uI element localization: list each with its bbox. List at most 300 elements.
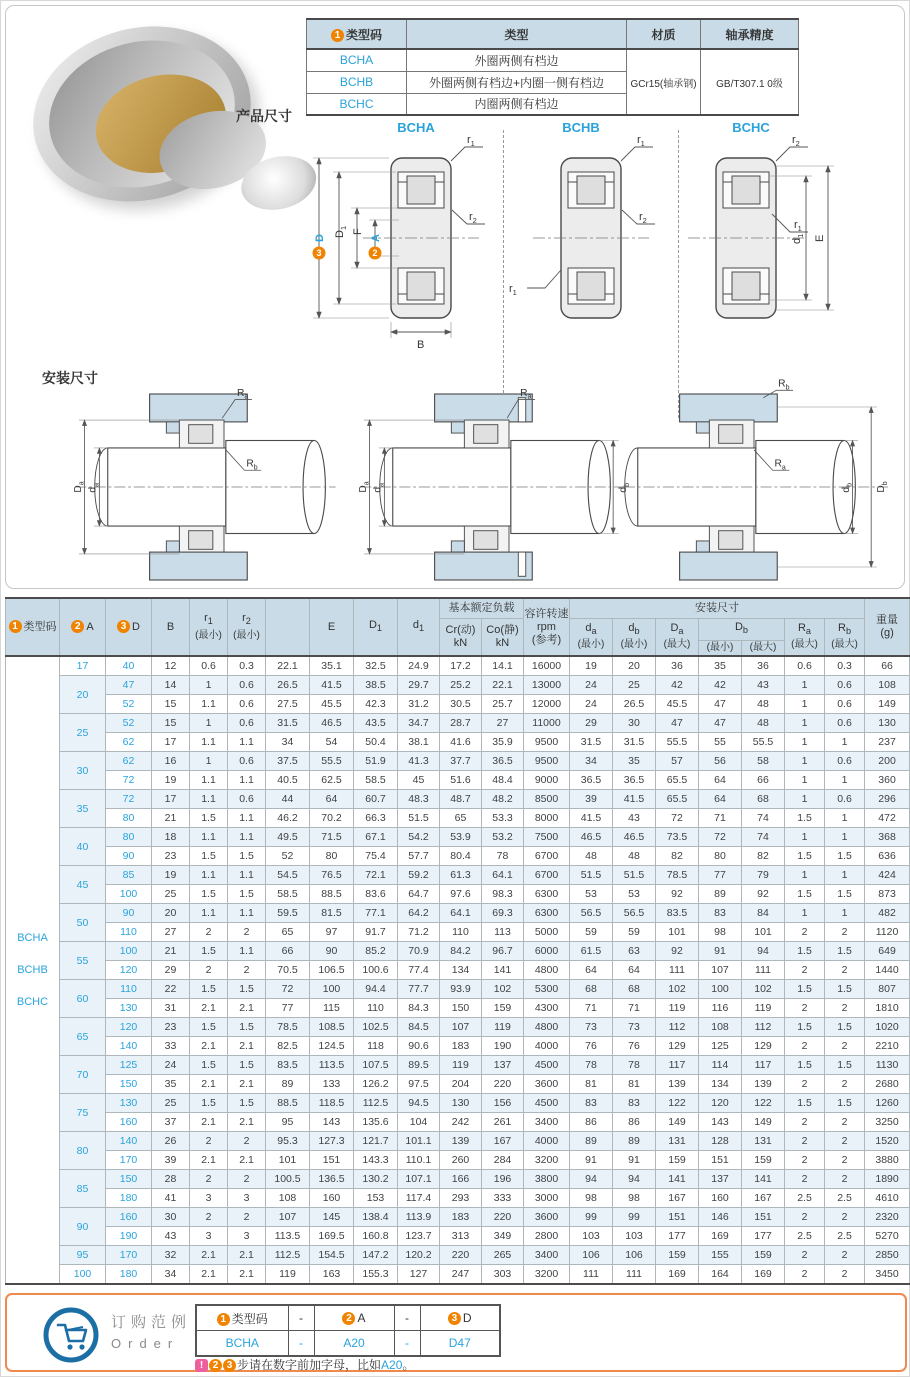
order-v-d: D47	[420, 1331, 500, 1357]
spec-cell: 36	[742, 656, 785, 676]
spec-cell: 62.5	[310, 771, 354, 790]
spec-cell: 3	[190, 1227, 228, 1246]
spec-cell: 76	[570, 1037, 613, 1056]
spec-cell: 90.6	[398, 1037, 440, 1056]
spec-cell: 68	[742, 790, 785, 809]
spec-cell: 91	[699, 942, 742, 961]
spec-cell: 66.3	[354, 809, 398, 828]
spec-cell: 1890	[865, 1170, 910, 1189]
spec-cell: 112.5	[354, 1094, 398, 1113]
spec-cell: 1120	[865, 923, 910, 942]
spec-table	[5, 597, 910, 1285]
spec-row	[6, 1018, 910, 1037]
spec-cell: 190	[482, 1037, 524, 1056]
spec-cell: 14.1	[482, 656, 524, 676]
spec-cell: 1.5	[228, 885, 266, 904]
svg-text:A: A	[370, 234, 382, 242]
spec-cell: 64.7	[398, 885, 440, 904]
spec-cell: 151	[699, 1151, 742, 1170]
spec-cell: 58	[742, 752, 785, 771]
spec-cell: 3400	[524, 1113, 570, 1132]
spec-cell: 293	[440, 1189, 482, 1208]
spec-cell: 8500	[524, 790, 570, 809]
spec-cell: 1.5	[785, 942, 825, 961]
spec-cell: 25.7	[482, 695, 524, 714]
col-a: 2 A	[60, 598, 106, 656]
spec-cell: 29	[570, 714, 613, 733]
order-title	[111, 1311, 191, 1351]
spec-cell: 25	[152, 885, 190, 904]
spec-cell: 26	[152, 1132, 190, 1151]
spec-cell: 2	[825, 1075, 865, 1094]
spec-cell: 1	[785, 866, 825, 885]
spec-cell: 1.5	[190, 980, 228, 999]
spec-cell: 70.2	[310, 809, 354, 828]
spec-cell: 1.1	[190, 904, 228, 923]
spec-cell: 30	[152, 1208, 190, 1227]
diagram-title-bchb: BCHB	[562, 120, 600, 135]
spec-cell: 108	[699, 1018, 742, 1037]
spec-cell: 65.5	[656, 771, 699, 790]
svg-text:r2: $r_2$	[469, 211, 477, 225]
spec-cell: 97.6	[440, 885, 482, 904]
spec-cell: 2	[785, 1037, 825, 1056]
order-note: ! 2 3 步请在数字前加字母，比如A20。	[195, 1356, 414, 1373]
spec-cell: 37	[152, 1113, 190, 1132]
spec-cell: 22.1	[266, 656, 310, 676]
spec-cell: 72	[699, 828, 742, 847]
spec-cell: 1.5	[785, 885, 825, 904]
spec-cell: 47	[699, 695, 742, 714]
spec-cell: 107.5	[354, 1056, 398, 1075]
spec-row	[6, 1189, 910, 1208]
spec-cell: 2.5	[785, 1189, 825, 1208]
spec-cell: 164	[699, 1265, 742, 1285]
spec-cell: 91	[570, 1151, 613, 1170]
spec-cell: 51.5	[570, 866, 613, 885]
spec-cell: 220	[482, 1075, 524, 1094]
spec-cell: 51.9	[354, 752, 398, 771]
d-value: 140	[106, 1132, 152, 1151]
spec-cell: 1.5	[190, 1018, 228, 1037]
spec-cell: 112	[656, 1018, 699, 1037]
spec-cell: 53	[570, 885, 613, 904]
svg-text:da: $d_a$	[87, 483, 101, 493]
spec-cell: 1.1	[228, 809, 266, 828]
spec-cell: 55.5	[742, 733, 785, 752]
spec-cell: 1	[785, 733, 825, 752]
spec-cell: 139	[656, 1075, 699, 1094]
spec-cell: 35	[613, 752, 656, 771]
a-value: 85	[60, 1170, 106, 1208]
diagram-title-bchc: BCHC	[732, 120, 770, 135]
spec-cell: 3000	[524, 1189, 570, 1208]
order-example-table	[195, 1304, 501, 1357]
d-value: 120	[106, 961, 152, 980]
type-code: BCHB	[307, 71, 407, 93]
spec-cell: 82	[656, 847, 699, 866]
spec-cell: 83.5	[266, 1056, 310, 1075]
spec-cell: 107	[266, 1208, 310, 1227]
spec-cell: 36.5	[482, 752, 524, 771]
spec-cell: 0.6	[228, 752, 266, 771]
spec-cell: 0.6	[228, 695, 266, 714]
spec-cell: 78.5	[266, 1018, 310, 1037]
spec-cell: 98.3	[482, 885, 524, 904]
spec-cell: 368	[865, 828, 910, 847]
spec-cell: 160	[699, 1189, 742, 1208]
d-value: 80	[106, 828, 152, 847]
spec-cell: 35	[699, 656, 742, 676]
spec-cell: 200	[865, 752, 910, 771]
spec-cell: 1	[825, 733, 865, 752]
spec-cell: 47	[699, 714, 742, 733]
spec-cell: 17	[152, 790, 190, 809]
spec-cell: 89	[570, 1132, 613, 1151]
a-value: 95	[60, 1246, 106, 1265]
spec-cell: 77.4	[398, 961, 440, 980]
spec-cell: 1	[785, 714, 825, 733]
spec-cell: 45	[398, 771, 440, 790]
info-header-code: 1 类型码	[307, 19, 407, 49]
spec-row	[6, 904, 910, 923]
spec-cell: 131	[656, 1132, 699, 1151]
spec-cell: 91.7	[354, 923, 398, 942]
product-dimension-diagrams	[16, 116, 896, 368]
spec-cell: 45.5	[656, 695, 699, 714]
spec-cell: 80	[699, 847, 742, 866]
spec-cell: 83.6	[354, 885, 398, 904]
spec-cell: 59	[570, 923, 613, 942]
spec-cell: 34.7	[398, 714, 440, 733]
spec-cell: 83	[613, 1094, 656, 1113]
spec-cell: 807	[865, 980, 910, 999]
d-value: 62	[106, 733, 152, 752]
spec-row	[6, 656, 910, 676]
type-code: BCHB	[17, 964, 48, 976]
spec-cell: 296	[865, 790, 910, 809]
svg-text:r2: $r_2$	[639, 211, 647, 225]
spec-cell: 32.5	[354, 656, 398, 676]
spec-cell: 2210	[865, 1037, 910, 1056]
spec-row	[6, 1227, 910, 1246]
spec-cell: 260	[440, 1151, 482, 1170]
spec-cell: 58.5	[266, 885, 310, 904]
spec-cell: 2	[228, 1132, 266, 1151]
spec-cell: 60.7	[354, 790, 398, 809]
spec-cell: 4300	[524, 999, 570, 1018]
spec-cell: 636	[865, 847, 910, 866]
spec-cell: 2800	[524, 1227, 570, 1246]
type-code: BCHC	[307, 93, 407, 115]
spec-cell: 41.5	[310, 676, 354, 695]
spec-cell: 36	[656, 656, 699, 676]
spec-cell: 2	[228, 923, 266, 942]
spec-cell: 56	[699, 752, 742, 771]
spec-cell: 4800	[524, 1018, 570, 1037]
spec-cell: 6700	[524, 866, 570, 885]
svg-text:r1: $r_1$	[637, 134, 645, 148]
d-value: 140	[106, 1037, 152, 1056]
spec-cell: 86	[570, 1113, 613, 1132]
spec-cell: 1.5	[190, 942, 228, 961]
spec-cell: 0.6	[228, 714, 266, 733]
a-value: 100	[60, 1265, 106, 1285]
spec-cell: 29	[152, 961, 190, 980]
spec-cell: 84.2	[440, 942, 482, 961]
spec-cell: 118	[354, 1037, 398, 1056]
spec-cell: 482	[865, 904, 910, 923]
group-load: 基本额定负载	[440, 598, 524, 618]
spec-cell: 111	[613, 1265, 656, 1285]
spec-cell: 100.5	[266, 1170, 310, 1189]
spec-cell: 2.1	[228, 999, 266, 1018]
spec-cell: 106.5	[310, 961, 354, 980]
spec-cell: 17.2	[440, 656, 482, 676]
spec-row	[6, 1170, 910, 1189]
spec-cell: 34	[570, 752, 613, 771]
spec-cell: 159	[742, 1246, 785, 1265]
col-co: Co(静) kN	[482, 618, 524, 656]
spec-cell: 1	[785, 771, 825, 790]
spec-cell: 18	[152, 828, 190, 847]
spec-cell: 134	[440, 961, 482, 980]
spec-row	[6, 809, 910, 828]
spec-cell: 94.5	[398, 1094, 440, 1113]
a-value: 90	[60, 1208, 106, 1246]
spec-cell: 80.4	[440, 847, 482, 866]
spec-cell: 98	[699, 923, 742, 942]
spec-row	[6, 961, 910, 980]
spec-cell: 0.6	[785, 656, 825, 676]
spec-cell: 6300	[524, 904, 570, 923]
spec-cell: 1.1	[190, 828, 228, 847]
spec-cell: 139	[440, 1132, 482, 1151]
spec-cell: 8000	[524, 809, 570, 828]
spec-cell: 1.5	[228, 1018, 266, 1037]
spec-cell: 33	[152, 1037, 190, 1056]
spec-cell: 111	[570, 1265, 613, 1285]
spec-cell: 107.1	[398, 1170, 440, 1189]
spec-cell: 1.5	[785, 980, 825, 999]
spec-cell: 103	[570, 1227, 613, 1246]
spec-cell: 36.5	[613, 771, 656, 790]
type-code: BCHA	[17, 932, 48, 944]
spec-cell: 84	[742, 904, 785, 923]
spec-cell: 15	[152, 695, 190, 714]
spec-cell: 121.7	[354, 1132, 398, 1151]
spec-cell: 155	[699, 1246, 742, 1265]
spec-cell: 3	[190, 1189, 228, 1208]
spec-cell: 77.1	[354, 904, 398, 923]
spec-cell: 100	[310, 980, 354, 999]
col-r1: $r_1$ (最小)	[190, 598, 228, 656]
spec-cell: 23	[152, 1018, 190, 1037]
spec-cell: 102	[656, 980, 699, 999]
type-desc: 外圈两侧有档边	[407, 49, 627, 71]
spec-cell: 126.2	[354, 1075, 398, 1094]
spec-cell: 64	[699, 771, 742, 790]
bchb-section-diagram	[509, 134, 655, 318]
spec-cell: 44	[266, 790, 310, 809]
spec-cell: 78	[613, 1056, 656, 1075]
spec-cell: 1	[190, 752, 228, 771]
svg-text:Db: $D_b$	[876, 481, 889, 493]
spec-cell: 2	[785, 1246, 825, 1265]
spec-cell: 16	[152, 752, 190, 771]
spec-cell: 129	[656, 1037, 699, 1056]
col-f	[266, 598, 310, 656]
spec-cell: 242	[440, 1113, 482, 1132]
spec-cell: 77	[699, 866, 742, 885]
spec-cell: 35.1	[310, 656, 354, 676]
spec-cell: 1.5	[190, 1094, 228, 1113]
spec-cell: 129	[742, 1037, 785, 1056]
spec-cell: 42.3	[354, 695, 398, 714]
svg-text:D: D	[314, 234, 326, 242]
spec-cell: 88.5	[266, 1094, 310, 1113]
spec-cell: 90	[310, 942, 354, 961]
spec-cell: 24	[152, 1056, 190, 1075]
spec-cell: 48.7	[440, 790, 482, 809]
a-value: 55	[60, 942, 106, 980]
d-value: 52	[106, 714, 152, 733]
spec-cell: 24	[570, 676, 613, 695]
spec-cell: 0.6	[825, 695, 865, 714]
order-note-text: 步请在数字前加字母，比如	[237, 1358, 382, 1372]
d-value: 190	[106, 1227, 152, 1246]
spec-cell: 59.5	[266, 904, 310, 923]
spec-cell: 143.3	[354, 1151, 398, 1170]
spec-cell: 1	[190, 676, 228, 695]
spec-cell: 2.1	[228, 1113, 266, 1132]
spec-cell: 120	[699, 1094, 742, 1113]
spec-cell: 66	[865, 656, 910, 676]
col-e: E	[310, 598, 354, 656]
spec-cell: 108	[266, 1189, 310, 1208]
spec-cell: 3450	[865, 1265, 910, 1285]
spec-cell: 35.9	[482, 733, 524, 752]
spec-row	[6, 1265, 910, 1285]
a-value: 80	[60, 1132, 106, 1170]
spec-cell: 2	[825, 1151, 865, 1170]
spec-cell: 107	[440, 1018, 482, 1037]
spec-cell: 102.5	[354, 1018, 398, 1037]
spec-row	[6, 733, 910, 752]
spec-cell: 57.7	[398, 847, 440, 866]
spec-cell: 0.3	[825, 656, 865, 676]
spec-cell: 51.5	[613, 866, 656, 885]
spec-cell: 1.5	[825, 847, 865, 866]
spec-cell: 149	[742, 1113, 785, 1132]
spec-cell: 61.3	[440, 866, 482, 885]
spec-cell: 112	[742, 1018, 785, 1037]
spec-cell: 64	[570, 961, 613, 980]
d-value: 180	[106, 1265, 152, 1285]
spec-cell: 2	[825, 1208, 865, 1227]
spec-cell: 220	[482, 1208, 524, 1227]
spec-cell: 66	[266, 942, 310, 961]
mount-diagram-1	[73, 388, 336, 580]
order-h-a: 2 A	[314, 1305, 394, 1331]
spec-cell: 6000	[524, 942, 570, 961]
spec-cell: 130.2	[354, 1170, 398, 1189]
spec-cell: 2.1	[190, 1246, 228, 1265]
spec-cell: 12000	[524, 695, 570, 714]
spec-cell: 1.5	[228, 1056, 266, 1075]
spec-cell: 79	[742, 866, 785, 885]
spec-cell: 2.1	[228, 1246, 266, 1265]
spec-cell: 26.5	[266, 676, 310, 695]
spec-cell: 54.2	[398, 828, 440, 847]
spec-cell: 42	[656, 676, 699, 695]
svg-text:Ra: $R_a$	[237, 387, 249, 401]
spec-cell: 71.2	[398, 923, 440, 942]
spec-cell: 1440	[865, 961, 910, 980]
spec-cell: 3200	[524, 1151, 570, 1170]
svg-text:r1: $r_1$	[509, 283, 517, 297]
spec-cell: 4610	[865, 1189, 910, 1208]
spec-cell: 2	[825, 1170, 865, 1189]
precision-value: GB/T307.1 0级	[701, 49, 799, 115]
spec-cell: 1520	[865, 1132, 910, 1151]
spec-cell: 55.5	[310, 752, 354, 771]
svg-text:Ra: $R_a$	[774, 458, 786, 472]
spec-row	[6, 1037, 910, 1056]
order-title-cn: 订购范例	[111, 1314, 192, 1331]
spec-cell: 75.4	[354, 847, 398, 866]
spec-cell: 41.3	[398, 752, 440, 771]
spec-cell: 95.3	[266, 1132, 310, 1151]
spec-cell: 64	[613, 961, 656, 980]
spec-cell: 1.5	[785, 1056, 825, 1075]
spec-cell: 141	[482, 961, 524, 980]
spec-cell: 2.5	[785, 1227, 825, 1246]
spec-cell: 25	[613, 676, 656, 695]
spec-cell: 2	[785, 1132, 825, 1151]
spec-cell: 73	[613, 1018, 656, 1037]
col-weight: 重量 (g)	[865, 598, 910, 656]
spec-row	[6, 885, 910, 904]
spec-cell: 145	[310, 1208, 354, 1227]
d-value: 125	[106, 1056, 152, 1075]
spec-cell: 2	[785, 1113, 825, 1132]
spec-cell: 2	[190, 1170, 228, 1189]
spec-cell: 119	[482, 1018, 524, 1037]
spec-cell: 1	[785, 790, 825, 809]
spec-table-header	[6, 598, 910, 656]
col-cr: Cr(动) kN	[440, 618, 482, 656]
spec-cell: 1	[785, 695, 825, 714]
spec-cell: 0.6	[825, 790, 865, 809]
spec-cell: 100	[699, 980, 742, 999]
spec-cell: 2	[785, 1151, 825, 1170]
spec-cell: 88.5	[310, 885, 354, 904]
d-value: 85	[106, 866, 152, 885]
spec-cell: 19	[152, 866, 190, 885]
d-value: 40	[106, 656, 152, 676]
svg-text:F: F	[352, 228, 364, 235]
spec-cell: 130	[865, 714, 910, 733]
spec-cell: 38.5	[354, 676, 398, 695]
spec-row	[6, 980, 910, 999]
spec-cell: 110	[354, 999, 398, 1018]
spec-cell: 28	[152, 1170, 190, 1189]
spec-cell: 103	[613, 1227, 656, 1246]
spec-row	[6, 695, 910, 714]
spec-cell: 43	[742, 676, 785, 695]
spec-cell: 169	[742, 1265, 785, 1285]
